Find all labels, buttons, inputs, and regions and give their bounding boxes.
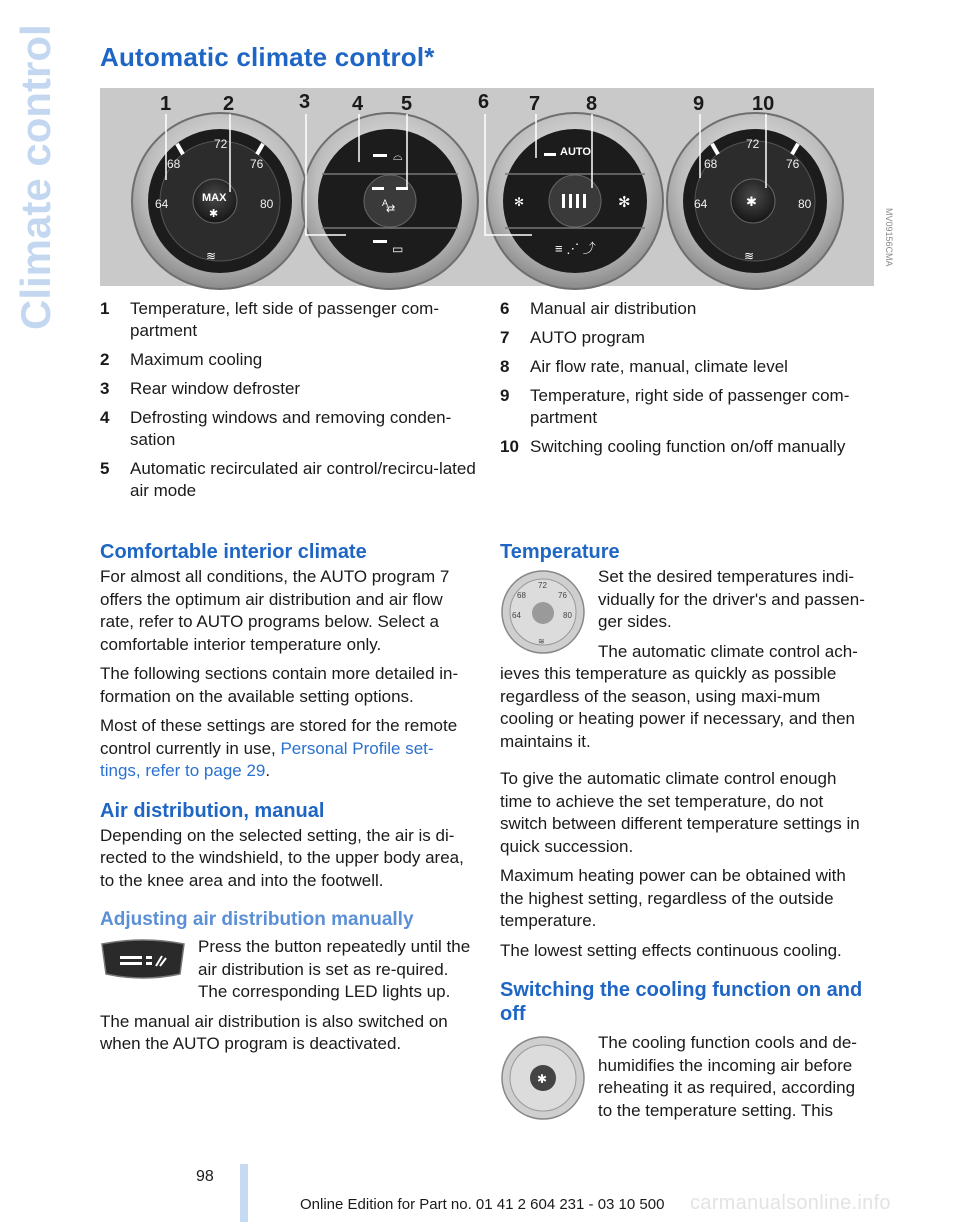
legend-left: [100, 298, 476, 509]
callout-5: 5: [401, 93, 413, 115]
paragraph-cooling: The cooling function cools and de-humidifies the incoming air before reheating it as required, according to the temperature setting. This: [598, 1033, 857, 1120]
mini-dial-heating-icon: ≋: [538, 637, 545, 646]
cooling-block: [500, 1032, 872, 1122]
paragraph-sections: The following sections contain more detailed in-formation on the available setting options.: [100, 664, 459, 706]
legend-item: 4 Defrosting windows and removing conden-sation: [100, 408, 452, 449]
legend-item: 3 Rear window defroster: [100, 379, 301, 398]
left-dial-80: 80: [260, 197, 274, 211]
right-dial-72: 72: [746, 137, 760, 151]
footer-edition-text: Online Edition for Part no. 01 41 2 604 231 - 03 10 500: [300, 1196, 665, 1213]
heading-temperature: Temperature: [500, 541, 620, 563]
left-dial-72: 72: [214, 137, 228, 151]
legend-item: 1 Temperature, left side of passenger com-partment: [100, 299, 439, 340]
right-dial-80: 80: [798, 197, 812, 211]
fan-large-icon: ✻: [618, 194, 631, 211]
fan-small-icon: ✻: [514, 195, 525, 209]
defrost-recirculation-cluster: [302, 113, 478, 289]
legend-item: 8 Air flow rate, manual, climate level: [500, 357, 788, 376]
left-column: [100, 540, 472, 1063]
seat-heating-icon: ≋: [206, 249, 217, 263]
auto-program-label: AUTO: [560, 146, 591, 158]
cooling-snowflake-small-icon: ✱: [537, 1072, 548, 1086]
paragraph-adjust-2: The manual air distribution is also switched on when the AUTO program is deactivated.: [100, 1011, 448, 1053]
mini-dial-64: 64: [512, 611, 521, 620]
footer-accent-bar: [240, 1164, 248, 1222]
page-title: Automatic climate control*: [100, 42, 435, 72]
paragraph-temp-1: Set the desired temperatures indi-vidually for the driver's and passen-ger sides.: [598, 567, 865, 631]
control-panel-illustration: [100, 88, 894, 286]
illustration-code: MV09156CMA: [884, 208, 894, 267]
personal-profile-link[interactable]: Personal Profile set-tings, refer to page 29: [100, 738, 434, 780]
mini-dial-80: 80: [563, 611, 572, 620]
paragraph-temp-5: The lowest setting effects continuous cooling.: [500, 940, 842, 960]
left-temperature-dial: [132, 113, 308, 289]
recirculation-car-icon: ⇄: [386, 203, 396, 215]
right-temperature-dial: [667, 113, 843, 289]
cooling-dial-image: [500, 1034, 586, 1122]
heading-adjust-air-distribution: Adjusting air distribution manually: [100, 909, 414, 930]
right-dial-76: 76: [786, 157, 800, 171]
legend-item: 10 Switching cooling function on/off manually: [500, 437, 846, 456]
callout-7: 7: [529, 93, 541, 115]
heading-cooling-function: Switching the cooling function on and off: [500, 979, 863, 1025]
air-distribution-button-image: [100, 938, 186, 980]
legend-item: 6 Manual air distribution: [500, 299, 697, 318]
adjust-block: [100, 936, 472, 1004]
callout-2: 2: [223, 93, 235, 115]
paragraph-temp-4: Maximum heating power can be obtained with the highest setting, regardless of the outside temperature.: [500, 866, 846, 930]
right-column: [500, 540, 872, 1129]
temperature-block: [500, 566, 872, 753]
left-dial-68: 68: [167, 157, 181, 171]
callout-10: 10: [752, 93, 775, 115]
sidebar-section-label: [10, 24, 59, 340]
rear-defrost-icon: ▭: [392, 242, 404, 256]
watermark: carmanualsonline.info: [690, 1192, 891, 1214]
paragraph-comfort: For almost all conditions, the AUTO program 7 offers the optimum air distribution and air flow rate, refer to AUTO programs below. Select a comfortable interior temperature only.: [100, 567, 450, 654]
callout-9: 9: [693, 93, 705, 115]
auto-airflow-cluster: [487, 113, 663, 289]
right-seat-heating-icon: ≋: [744, 249, 755, 263]
paragraph-temp-3: To give the automatic climate control enough time to achieve the set temperature, do not switch between different temperature settings in quick succession.: [500, 769, 860, 856]
legend-item: 7 AUTO program: [500, 328, 645, 347]
callout-6: 6: [478, 91, 490, 113]
right-dial-64: 64: [694, 197, 708, 211]
sidebar-section-text: Climate control: [12, 24, 59, 330]
legend-right: [500, 298, 876, 465]
callout-1: 1: [160, 93, 172, 115]
temperature-dial-image: [500, 568, 586, 656]
legend-item: 2 Maximum cooling: [100, 350, 263, 369]
callout-4: 4: [352, 93, 364, 115]
left-dial-76: 76: [250, 157, 264, 171]
mini-dial-76: 76: [558, 591, 567, 600]
paragraph-stored: Most of these settings are stored for the remote control currently in use, Personal Profile set-tings, refer to page 29.: [100, 716, 458, 780]
recirculation-auto-label: A: [382, 198, 389, 208]
heading-comfortable-climate: Comfortable interior climate: [100, 541, 367, 563]
legend-item: 9 Temperature, right side of passenger com-partment: [500, 386, 850, 427]
paragraph-temp-2: The automatic climate control ach-ieves this temperature as quickly as possible regardless of the season, using maxi-mum cooling or heating power if necessary, and then maintains it.: [500, 641, 858, 751]
cooling-snowflake-icon: ✱: [746, 194, 757, 209]
snowflake-icon: ✱: [209, 208, 219, 220]
legend-item: 5 Automatic recirculated air control/recircu-lated air mode: [100, 459, 476, 500]
mini-dial-68: 68: [517, 591, 526, 600]
heading-air-distribution: Air distribution, manual: [100, 799, 325, 822]
windshield-defrost-icon: ⌓: [393, 149, 403, 163]
paragraph-adjust: Press the button repeatedly until the air distribution is set as re-quired. The corresponding LED lights up.: [198, 937, 471, 1001]
right-dial-68: 68: [704, 157, 718, 171]
mini-dial-72: 72: [538, 581, 547, 590]
page-number: 98: [196, 1168, 214, 1185]
callout-3: 3: [299, 91, 311, 113]
callout-8: 8: [586, 93, 598, 115]
air-distribution-icon: ≡ ⋰ ⤴: [555, 241, 596, 256]
paragraph-air-distribution: Depending on the selected setting, the air is di-rected to the windshield, to the upper body area, to the knee area and into the footwell.: [100, 825, 464, 890]
left-dial-64: 64: [155, 197, 169, 211]
max-cooling-label: MAX: [202, 192, 227, 204]
